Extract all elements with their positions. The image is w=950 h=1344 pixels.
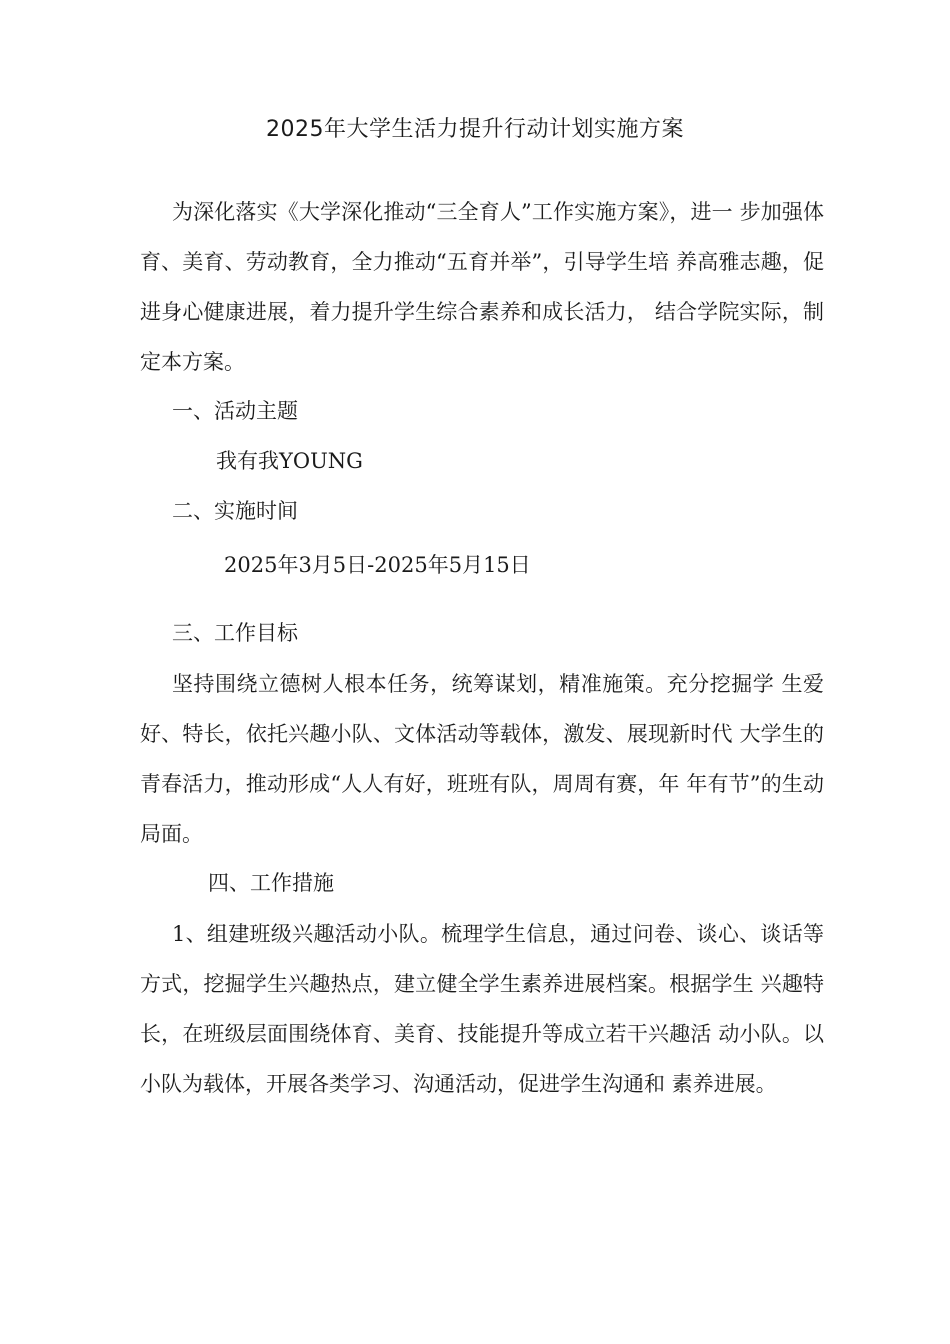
intro-paragraph: 为深化落实《大学深化推动“三全育人”工作实施方案》，进一 步加强体育、美育、劳动教育，全力推动“五育并举”，引导学生培 养高雅志趣，促进身心健康进展，着力提升学生综合素养和成长活力， 结合学院实际，制定本方案。 bbox=[140, 200, 824, 374]
section-heading-goals: 三、工作目标 bbox=[172, 621, 298, 645]
measure-1-paragraph: 1、组建班级兴趣活动小队。梳理学生信息，通过问卷、谈心、谈话等方式，挖掘学生兴趣热点，建立健全学生素养进展档案。根据学生 兴趣特长，在班级层面围绕体育、美育、技能提升等成立若干兴趣活 动小队。以小队为载体，开展各类学习、沟通活动，促进学生沟通和 素养进展。 bbox=[140, 922, 824, 1096]
implementation-dates: 2025年3月5日-2025年5月15日 bbox=[224, 553, 531, 577]
activity-theme-text: 我有我YOUNG bbox=[216, 449, 363, 473]
goals-paragraph: 坚持围绕立德树人根本任务，统筹谋划，精准施策。充分挖掘学 生爱好、特长，依托兴趣小队、文体活动等载体，激发、展现新时代 大学生的青春活力，推动形成“人人有好，班班有队，周周有赛，年 年有节”的生动局面。 bbox=[140, 672, 824, 846]
section-heading-theme: 一、活动主题 bbox=[172, 399, 298, 423]
section-heading-measures: 四、工作措施 bbox=[208, 871, 334, 895]
section-heading-time: 二、实施时间 bbox=[172, 499, 298, 523]
document-title: 2025年大学生活力提升行动计划实施方案 bbox=[266, 117, 684, 142]
